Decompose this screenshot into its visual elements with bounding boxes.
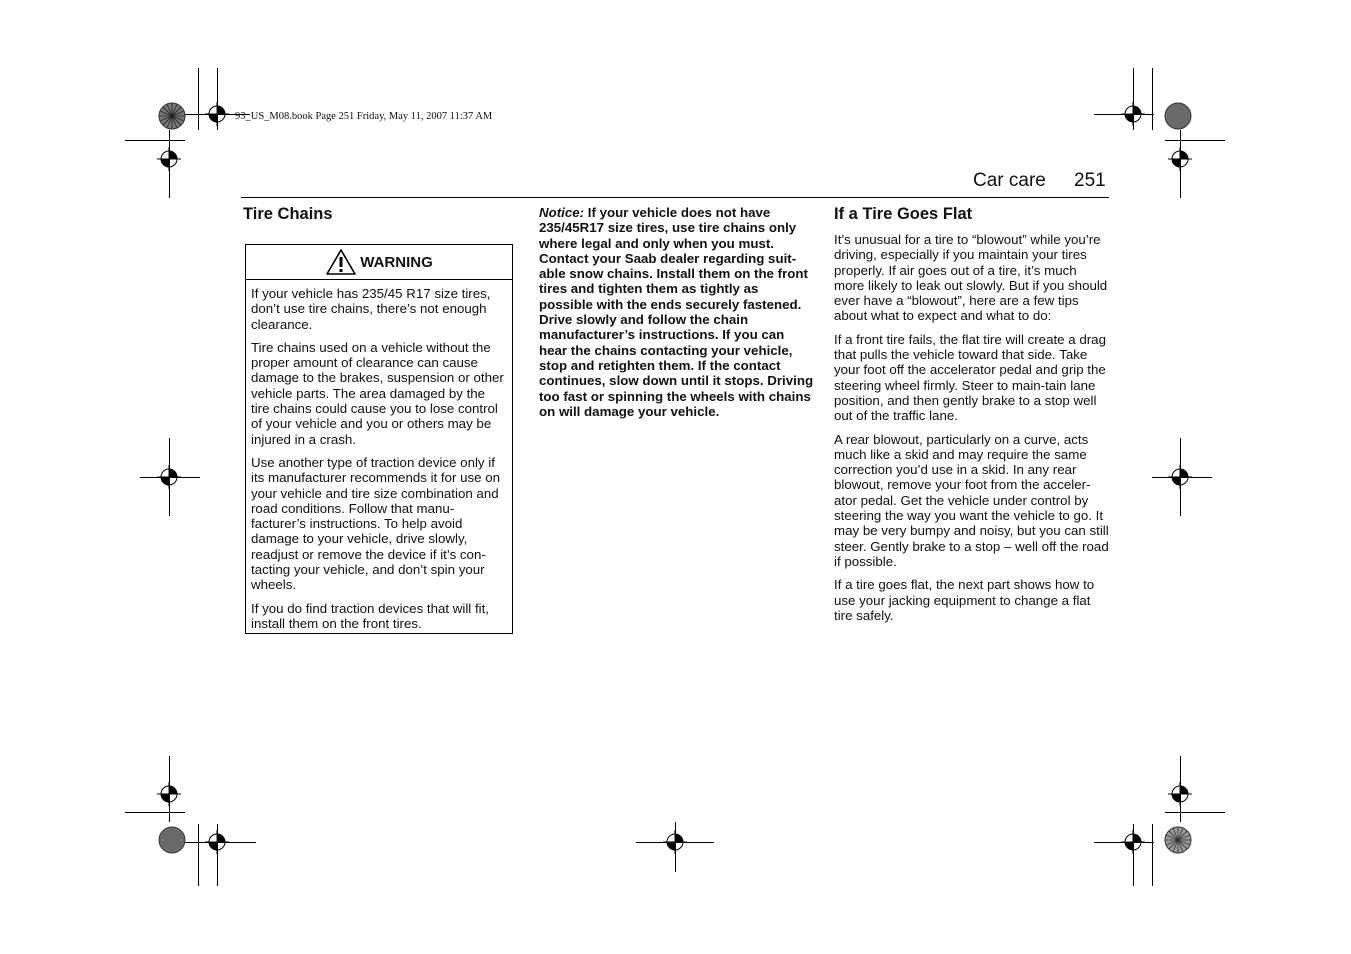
- tire-flat-heading: If a Tire Goes Flat: [834, 205, 973, 223]
- registration-mark-icon: [157, 465, 181, 489]
- registration-mark-icon: [157, 147, 181, 171]
- warning-header: [246, 245, 512, 280]
- section-title: Car care: [973, 170, 1046, 191]
- registration-mark-icon: [157, 782, 181, 806]
- warning-paragraph: If your vehicle has 235/45 R17 size tires, don’t use tire chains, there’s not enough clearance.: [251, 286, 491, 332]
- registration-mark-icon: [1121, 830, 1145, 854]
- registration-mark-icon: [205, 830, 229, 854]
- header-rule: [241, 197, 1109, 198]
- warning-body: [246, 280, 512, 631]
- color-target-icon: [1164, 102, 1192, 130]
- print-info: 93_US_M08.book Page 251 Friday, May 11, 2007 11:37 AM: [235, 111, 493, 122]
- registration-mark-icon: [1168, 782, 1192, 806]
- tire-chains-heading: Tire Chains: [243, 205, 333, 223]
- left-column: [243, 204, 515, 224]
- registration-mark-icon: [205, 102, 229, 126]
- body-paragraph: If a front tire fails, the flat tire will create a drag that pulls the vehicle toward that side. Take your foot off the accelerator pedal and grip the steering wheel firmly. Steer to main-tain lane position, and then gently brake to a stop well out of the traffic lane.: [834, 331, 1106, 424]
- warning-box: [245, 244, 513, 634]
- warning-label: WARNING: [360, 253, 433, 271]
- color-target-icon: [158, 102, 186, 130]
- registration-mark-icon: [1168, 147, 1192, 171]
- page-number: 251: [1074, 170, 1106, 191]
- notice-block: [539, 205, 814, 419]
- color-target-icon: [158, 826, 186, 854]
- right-column: [834, 204, 1109, 631]
- registration-mark-icon: [663, 830, 687, 854]
- notice-text: If your vehicle does not have 235/45R17 size tires, use tire chains only where legal and only when you must. Contact your Saab dealer regarding suit-able snow chains. Install them on the front tires and tighten them as tightly as possible with the ends securely fastened. Drive slowly and follow the chain manufacturer’s instructions. If you can hear the chains contacting your vehicle, stop and retighten them. If the contact continues, slow down until it stops. Driving too fast or spinning the wheels with chains on will damage your vehicle.: [539, 205, 814, 419]
- warning-paragraph: Use another type of traction device only if its manufacturer recommends it for use on your vehicle and tire size combination and road conditions. Follow that manu-facturer’s instructions. To help avoid damage to your vehicle, drive slowly, readjust or remove the device if it’s con-tacting your vehicle, and don’t spin your wheels.: [251, 454, 501, 593]
- warning-triangle-icon: [325, 248, 357, 276]
- body-paragraph: A rear blowout, particularly on a curve, acts much like a skid and may require the same correction you’d use in a skid. In any rear blowout, remove your foot from the acceler-ator pedal. Get the vehicle under control by steering the way you want the vehicle to go. It may be very bumpy and noisy, but you can still steer. Gently brake to a stop – well off the road if possible.: [834, 431, 1109, 569]
- registration-mark-icon: [1168, 465, 1192, 489]
- warning-paragraph: Tire chains used on a vehicle without the proper amount of clearance can cause damage to the brakes, suspension or other vehicle parts. The area damaged by the tire chains could cause you to lose control of your vehicle and you or others may be injured in a crash.: [251, 339, 504, 447]
- warning-paragraph: If you do find traction devices that will fit, install them on the front tires.: [251, 600, 489, 631]
- body-paragraph: It’s unusual for a tire to “blowout” while you’re driving, especially if you maintain your tires properly. If air goes out of a tire, it’s much more likely to leak out slowly. But if you should ever have a “blowout”, here are a few tips about what to expect and what to do:: [834, 232, 1108, 324]
- body-paragraph: If a tire goes flat, the next part shows how to use your jacking equipment to change a flat tire safely.: [834, 577, 1095, 623]
- notice-label: Notice:: [539, 205, 585, 220]
- color-target-icon: [1164, 826, 1192, 854]
- registration-mark-icon: [1121, 102, 1145, 126]
